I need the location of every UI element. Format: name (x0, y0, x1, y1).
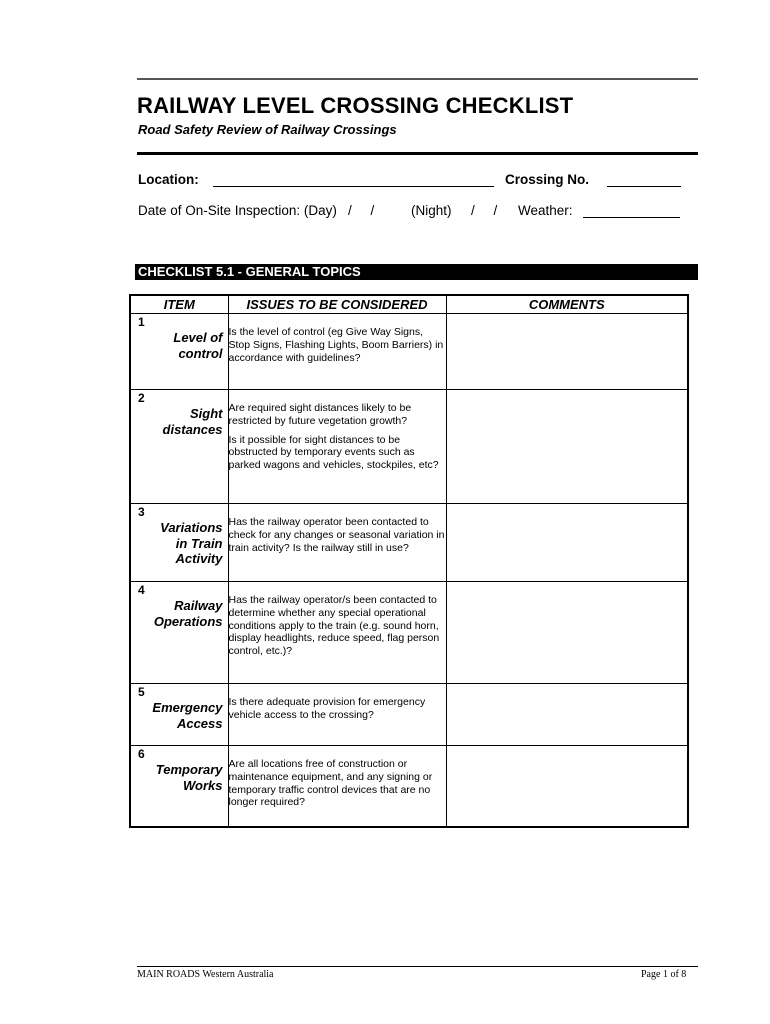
night-date-field[interactable]: / / (471, 203, 498, 218)
item-cell (130, 504, 228, 582)
page-title: RAILWAY LEVEL CROSSING CHECKLIST (137, 93, 574, 118)
issue-cell: Are all locations free of construction or maintenance equipment, and any signing or temporary traffic control devices that are no longer required? (228, 746, 446, 827)
item-number: 1 (138, 315, 145, 329)
issue-cell: Is there adequate provision for emergency vehicle access to the crossing? (228, 684, 446, 746)
checklist-table (129, 294, 689, 828)
section-heading: CHECKLIST 5.1 - GENERAL TOPICS (135, 264, 698, 280)
item-name: Level of control (173, 330, 223, 361)
item-cell (130, 314, 228, 390)
table-row (130, 684, 688, 746)
item-cell (130, 746, 228, 827)
table-row (130, 390, 688, 504)
item-name: Emergency Access (152, 700, 223, 731)
page-number: Page 1 of 8 (641, 969, 687, 980)
table-row (130, 504, 688, 582)
issue-cell: Is the level of control (eg Give Way Signs, Stop Signs, Flashing Lights, Boom Barriers) in accordance with guidelines? (228, 314, 446, 390)
item-number: 4 (138, 583, 145, 597)
night-label: (Night) (411, 203, 452, 218)
item-name: Temporary Works (155, 762, 223, 793)
issue-cell: Has the railway operator been contacted to check for any changes or seasonal variation in train activity? Is the railway still in use? (228, 504, 446, 582)
comment-cell[interactable] (446, 746, 688, 827)
item-number: 5 (138, 685, 145, 699)
weather-label: Weather: (518, 203, 573, 218)
item-cell (130, 582, 228, 684)
item-number: 3 (138, 505, 145, 519)
comment-cell[interactable] (446, 314, 688, 390)
header-item: ITEM (130, 295, 228, 314)
item-cell (130, 684, 228, 746)
crossing-no-label: Crossing No. (505, 172, 590, 187)
table-header-row (130, 295, 688, 314)
issue-cell: Has the railway operator/s been contacted to determine whether any special operational conditions apply to the train (e.g. sound horn, display headlights, reduce speed, flag person control, etc.)? (228, 582, 446, 684)
footer-rule (137, 966, 698, 967)
issue-cell: Are required sight distances likely to be restricted by future vegetation growth? Is it possible for sight distances to be obstructed by temporary events such as parked wagons and vehicles, stockpiles, etc? (228, 390, 446, 504)
day-date-field[interactable]: / / (348, 203, 375, 218)
top-rule (137, 78, 698, 80)
item-name: Railway Operations (153, 598, 223, 629)
footer-publisher: MAIN ROADS Western Australia (137, 969, 274, 980)
table-row (130, 314, 688, 390)
header-issues: ISSUES TO BE CONSIDERED (228, 295, 446, 314)
location-field[interactable] (213, 186, 494, 187)
comment-cell[interactable] (446, 390, 688, 504)
table-row (130, 746, 688, 827)
item-number: 2 (138, 391, 145, 405)
comment-cell[interactable] (446, 582, 688, 684)
comment-cell[interactable] (446, 684, 688, 746)
table-row (130, 582, 688, 684)
weather-field[interactable] (583, 217, 680, 218)
header-divider (137, 152, 698, 155)
item-cell (130, 390, 228, 504)
header-comments: COMMENTS (446, 295, 688, 314)
item-name: Variations in Train Activity (160, 520, 223, 566)
inspection-date-label: Date of On-Site Inspection: (Day) (138, 203, 337, 218)
location-label: Location: (138, 172, 199, 187)
comment-cell[interactable] (446, 504, 688, 582)
item-number: 6 (138, 747, 145, 761)
crossing-no-field[interactable] (607, 186, 681, 187)
page-subtitle: Road Safety Review of Railway Crossings (138, 122, 397, 137)
item-name: Sight distances (162, 406, 223, 437)
